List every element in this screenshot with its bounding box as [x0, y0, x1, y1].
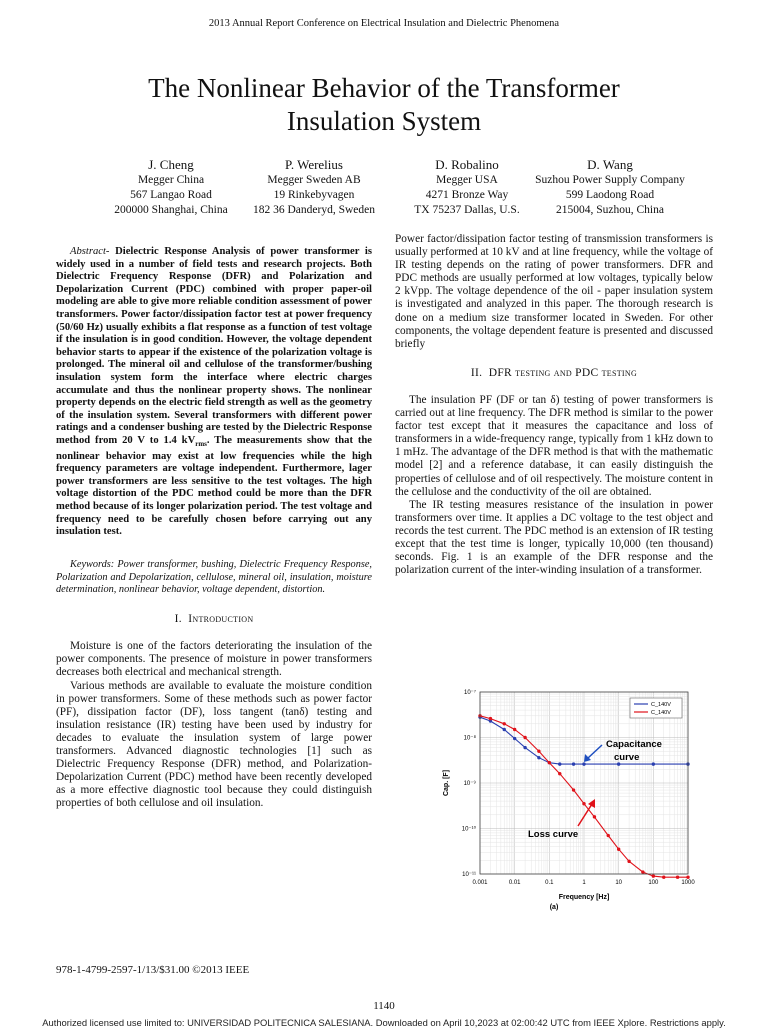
section-number: I. — [174, 613, 182, 626]
license-notice: Authorized licensed use limited to: UNIVERSIDAD POLITECNICA SALESIANA. Downloaded on April 10,2023 at 02:00:42 UTC from IEEE Xplore. Restrictions apply. — [42, 1017, 726, 1028]
conference-header: 2013 Annual Report Conference on Electrical Insulation and Dielectric Phenomena — [208, 18, 560, 29]
y-tick-label: 10⁻⁹ — [463, 781, 476, 787]
data-point — [652, 874, 655, 877]
data-point — [503, 722, 506, 725]
author-address: 19 Rinkebyvagen — [273, 189, 355, 201]
chart-grid — [480, 692, 688, 874]
data-point — [558, 772, 561, 775]
y-axis-ticks — [462, 689, 477, 878]
author-org: Megger USA — [436, 174, 498, 186]
author-block — [520, 156, 700, 218]
author-name: P. Werelius — [285, 157, 343, 172]
author-name: D. Robalino — [435, 157, 499, 172]
figure-sublabel: (a) — [549, 904, 559, 911]
chart-legend — [630, 698, 682, 718]
author-address: 567 Langao Road — [130, 189, 212, 201]
x-axis-ticks — [472, 880, 695, 886]
section-title: DFR testing and PDC testing — [488, 366, 638, 379]
abstract-subscript: rms — [195, 440, 207, 449]
dfr-chart — [420, 662, 720, 922]
section-number: II. — [470, 366, 483, 379]
data-point — [686, 876, 689, 879]
author-org: Megger Sweden AB — [267, 174, 361, 186]
data-point — [537, 749, 540, 752]
author-address: 599 Laodong Road — [565, 189, 655, 201]
y-tick-label: 10⁻⁸ — [463, 735, 476, 742]
y-tick-label: 10⁻¹¹ — [462, 872, 476, 878]
annotation-capacitance: Capacitance — [606, 739, 662, 750]
intro-paragraph: Various methods are available to evaluate the moisture condition in power transformers. Some of these methods such as power factor (PF), dissipation factor (DF), loss tangent (tanδ) testing and insulation resistance (IR) testing have been used by industry for decades to evaluate the insulation system of large power transformers. Advanced diagnostic technologies [1] such as Dielectric Frequency Response (DFR) method, and Polarization-Depolarization Current (PDC) method have been recently developed as a more effective diagnostic tool because they could distinguish properties of both cellulose and oil insulation. — [56, 679, 372, 810]
data-point — [641, 870, 644, 873]
data-point — [503, 728, 506, 731]
intro-paragraph: Moisture is one of the factors deteriorating the insulation of the power components. The presence of moisture in power transformers decreases both electrical and mechanical strength. — [56, 640, 372, 679]
author-block — [229, 156, 399, 218]
author-org: Suzhou Power Supply Company — [535, 174, 685, 186]
data-point — [548, 761, 551, 764]
body-paragraph: The IR testing measures resistance of the insulation in power transformers over time. It applies a DC voltage to the test object and records the test current. The PDC method is an extension of IR testing except that the test time is longer, typically 10,000 (ten thousand) seconds. Fig. 1 is an example of the DFR response and the polarization current of the inter-winding insulation of a transformer. — [395, 498, 713, 577]
y-tick-label: 10⁻⁷ — [463, 690, 476, 696]
author-name: D. Wang — [587, 157, 633, 172]
data-point — [676, 876, 679, 879]
keywords: Keywords: Power transformer, bushing, Dielectric Frequency Response, Polarization and Depolarization, cellulose, mineral oil, insulation, moisture determination, nonlinear behavior, voltage dependent, distortion. — [56, 558, 372, 596]
data-point — [582, 762, 585, 765]
data-point — [489, 717, 492, 720]
data-point — [572, 788, 575, 791]
x-tick-label: 1000 — [681, 880, 695, 886]
x-axis-label: Frequency [Hz] — [558, 894, 610, 901]
data-point — [572, 762, 575, 765]
data-point — [593, 815, 596, 818]
data-point — [582, 802, 585, 805]
data-point — [558, 762, 561, 765]
data-point — [523, 746, 526, 749]
data-point — [523, 736, 526, 739]
legend-label: C_140V — [651, 702, 671, 708]
author-city: TX 75237 Dallas, U.S. — [414, 204, 520, 216]
body-paragraph: The insulation PF (DF or tan δ) testing of power transformers is carried out at line frequency. The DFR method is similar to the power factor test except that it measures the capacitance and loss of transformers in a wide-frequency range, typically from 1 kHz down to 1 mHz. The advantage of the DFR method is that with the mathematic model [2] and a reference database, it can easily distinguish the properties of cellulose and of oil respectively. The moisture content in the cellulose and the conductivity of the oil are obtained. — [395, 393, 713, 498]
x-tick-label: 10 — [615, 880, 623, 886]
title-line-2: Insulation System — [286, 106, 482, 136]
data-point — [513, 737, 516, 740]
x-tick-label: 100 — [648, 880, 659, 886]
body-paragraph: Power factor/dissipation factor testing of transmission transformers is usually performed at 10 kV and at line frequency, while the voltage of IR testing depends on the rating of power transformers. DFR and PDC methods are usually performed at low voltages, typically below 2 kVpp. The voltage dependence of the oil - paper insulation system is investigated and analyzed in this paper. The thorough research is done on a medium size transformer located in Sweden. For other components, the voltage dependent feature is presented and discussed briefly — [395, 233, 713, 350]
page-number: 1140 — [373, 1000, 395, 1012]
y-axis-label: Cap. [F] — [443, 769, 450, 797]
y-tick-label: 10⁻¹⁰ — [461, 826, 476, 833]
arrow-capacitance — [588, 745, 602, 758]
x-tick-label: 1 — [582, 880, 586, 886]
abstract-tail: . The measurements show that the nonlinear behavior may exist at low frequencies while the high frequency parameters are voltage independent. Furthermore, lager power transformers are less sensitive to the test voltages. The high voltage distortion of the PDC method could be more than the DFR method because of its longer polarization period. The test voltage and frequency need to be carefully chosen before carrying out any insulation test. — [56, 434, 372, 538]
author-city: 215004, Suzhou, China — [556, 204, 664, 216]
data-point — [627, 860, 630, 863]
left-column — [56, 246, 372, 810]
abstract-body: Dielectric Response Analysis of power transformer is widely used in a number of field tests and research projects. Both Dielectric Frequency Response (DFR) and Polarization and Depolarization Current (PDC) combined with proper paper-oil modeling are able to give more reliable condition assessment of power transformers. Power factor/dissipation factor test at power frequency (50/60 Hz) usually exhibits a flat response as a function of test voltage if the insulation is in good condition. However, the voltage dependent behavior starts to appear if the existence of the polarization voltage is prolonged. The mineral oil and cellulose of the transformer/bushing insulation system form the interface where electric charges accumulate and thus the nonlinear property shows. The nonlinear property depends on the electric field strength as well as the geometry of the insulation system. Several transformers with different power ratings and a condenser bushing are tested by the Dielectric Response method from 20 V to 1.4 kV — [56, 246, 372, 446]
legend-label: C_140V — [651, 710, 671, 716]
author-city: 200000 Shanghai, China — [114, 204, 228, 216]
x-tick-label: 0.01 — [508, 880, 521, 886]
section-title: Introduction — [188, 613, 254, 626]
annotation-capacitance-curve: curve — [614, 752, 640, 763]
section-heading-introduction — [56, 613, 372, 626]
author-address: 4271 Bronze Way — [425, 189, 509, 201]
figure-1 — [420, 662, 720, 922]
abstract-lead: Abstract- — [70, 246, 110, 257]
section-heading-dfr-pdc — [395, 367, 713, 380]
data-point — [652, 762, 655, 765]
title-line-1: The Nonlinear Behavior of the Transformer — [148, 73, 620, 103]
x-tick-label: 0.1 — [545, 880, 554, 886]
right-column — [395, 233, 713, 577]
author-name: J. Cheng — [148, 157, 194, 172]
abstract — [56, 246, 372, 539]
annotation-arrows — [578, 745, 602, 826]
paper-title — [60, 72, 708, 138]
annotation-loss-curve: Loss curve — [528, 829, 579, 840]
author-org: Megger China — [137, 174, 205, 186]
data-point — [537, 756, 540, 759]
data-point — [513, 728, 516, 731]
x-tick-label: 0.001 — [472, 880, 488, 886]
data-point — [607, 834, 610, 837]
author-city: 182 36 Danderyd, Sweden — [252, 204, 375, 216]
data-point — [617, 848, 620, 851]
footer-isbn: 978-1-4799-2597-1/13/$31.00 ©2013 IEEE — [56, 964, 250, 976]
data-point — [662, 876, 665, 879]
